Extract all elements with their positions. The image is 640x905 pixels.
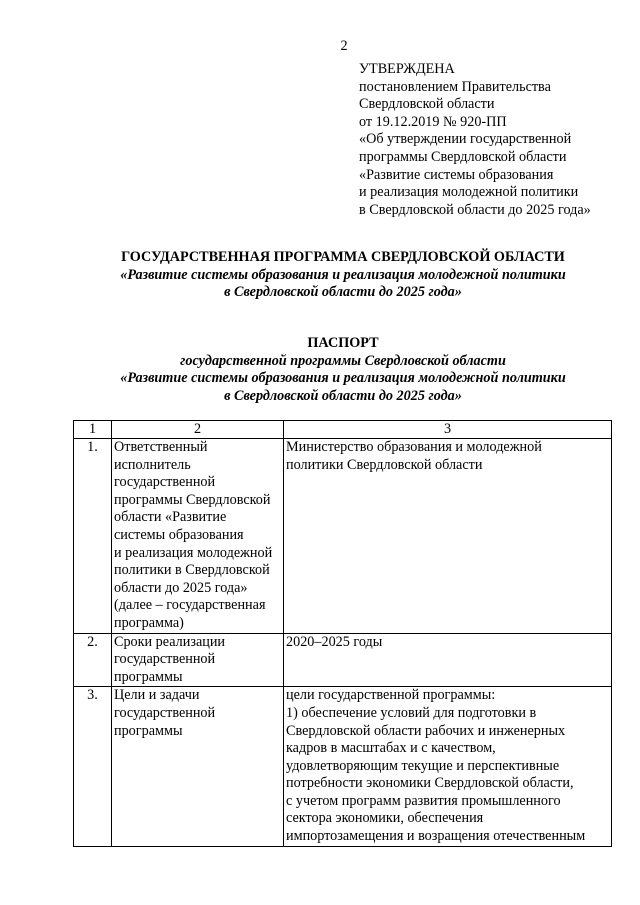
page-number: 2 <box>340 38 348 54</box>
row-name-line: системы образования <box>114 526 244 543</box>
row-name-line: области до 2025 года» <box>114 579 248 596</box>
row-name-line: Сроки реализации <box>114 633 226 650</box>
row-name <box>112 687 284 846</box>
row-value-line: кадров в масштабах и с качеством, <box>286 740 496 757</box>
row-name-line: (далее – государственная <box>114 597 266 614</box>
passport-heading <box>60 335 626 405</box>
row-value <box>284 633 612 687</box>
row-name-line: государственной <box>114 651 216 668</box>
row-name-line: исполнитель <box>114 456 191 473</box>
approval-line: в Свердловской области до 2025 года» <box>359 201 591 218</box>
row-name-line: программы Свердловской <box>114 491 271 508</box>
row-value-line: политики Свердловской области <box>286 456 483 473</box>
approval-line: УТВЕРЖДЕНА <box>359 61 455 77</box>
row-value-line: импортозамещения и возращения отечественным <box>286 828 586 845</box>
row-name-line: области «Развитие <box>114 509 227 526</box>
row-name <box>112 439 284 634</box>
row-name-line: Ответственный <box>114 439 208 455</box>
row-value-line: с учетом программ развития промышленного <box>286 792 561 809</box>
row-number: 1. <box>74 439 112 634</box>
passport-heading-line: в Свердловской области до 2025 года» <box>224 387 462 404</box>
row-name-line: программы <box>114 668 183 685</box>
row-name-line: программа) <box>114 614 184 631</box>
row-value <box>284 687 612 846</box>
row-value-line: цели государственной программы: <box>286 687 496 704</box>
row-name-line: программы <box>114 722 183 739</box>
table-header-cell: 2 <box>112 421 284 439</box>
row-value-line: 1) обеспечение условий для подготовки в <box>286 704 537 721</box>
row-value-line: сектора экономики, обеспечения <box>286 810 484 827</box>
row-name-line: государственной <box>114 704 216 721</box>
passport-heading-line: ПАСПОРТ <box>307 335 379 351</box>
approval-stamp <box>359 61 634 219</box>
row-number: 3. <box>74 687 112 846</box>
program-title-line: в Свердловской области до 2025 года» <box>224 284 462 301</box>
approval-line: Свердловской области <box>359 96 495 113</box>
row-value-line: 2020–2025 годы <box>286 633 383 650</box>
row-number: 2. <box>74 633 112 687</box>
program-title-line: ГОСУДАРСТВЕННАЯ ПРОГРАММА СВЕРДЛОВСКОЙ ОБЛАСТИ <box>121 249 565 265</box>
row-name-line: государственной <box>114 474 216 491</box>
table-row <box>74 687 612 846</box>
approval-line: постановлением Правительства <box>359 78 551 95</box>
passport-table <box>73 420 612 847</box>
row-value-line: Министерство образования и молодежной <box>286 439 542 455</box>
approval-line: и реализация молодежной политики <box>359 184 579 201</box>
table-row <box>74 633 612 687</box>
row-value-line: удовлетворяющим текущие и перспективные <box>286 757 560 774</box>
row-name-line: и реализация молодежной <box>114 544 273 561</box>
table-row <box>74 439 612 634</box>
table-header-cell: 3 <box>284 421 612 439</box>
passport-heading-line: «Развитие системы образования и реализация молодежной политики <box>120 370 566 387</box>
program-title <box>60 249 626 302</box>
row-name-line: Цели и задачи <box>114 687 200 704</box>
table-header-cell: 1 <box>74 421 112 439</box>
passport-heading-line: государственной программы Свердловской области <box>180 352 506 369</box>
row-name-line: политики в Свердловской <box>114 562 270 579</box>
approval-line: от 19.12.2019 № 920-ПП <box>359 113 507 130</box>
row-name <box>112 633 284 687</box>
approval-line: «Об утверждении государственной <box>359 131 572 148</box>
program-title-line: «Развитие системы образования и реализация молодежной политики <box>120 266 566 283</box>
table-header-row <box>74 421 612 439</box>
approval-line: «Развитие системы образования <box>359 166 554 183</box>
row-value <box>284 439 612 634</box>
approval-line: программы Свердловской области <box>359 148 567 165</box>
row-value-line: потребности экономики Свердловской области, <box>286 775 574 792</box>
row-value-line: Свердловской области рабочих и инженерных <box>286 722 566 739</box>
